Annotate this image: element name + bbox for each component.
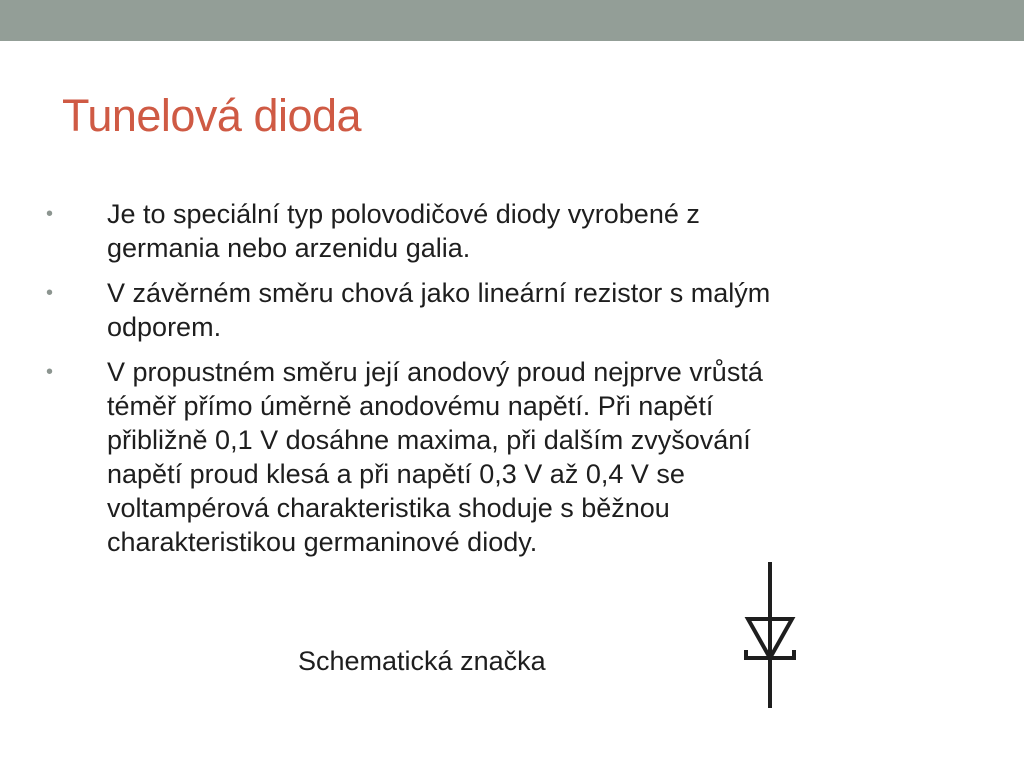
bullet-line: charakteristikou germaninové diody. (107, 527, 538, 557)
bullet-line: Je to speciální typ polovodičové diody vyrobené z (107, 199, 700, 229)
bullet-line: V propustném směru její anodový proud nejprve vrůstá (107, 357, 763, 387)
bullet-item-2 (46, 276, 976, 344)
tunnel-diode-symbol-icon (738, 562, 802, 708)
bullet-icon: • (46, 282, 54, 304)
bullet-line: odporem. (107, 312, 222, 342)
bullet-line: voltampérová charakteristika shoduje s běžnou (107, 493, 670, 523)
bullet-icon: • (46, 361, 54, 383)
bullet-list (46, 197, 976, 570)
symbol-caption: Schematická značka (298, 646, 546, 676)
top-bar (0, 0, 1024, 41)
bullet-line: téměř přímo úměrně anodovému napětí. Při napětí (107, 391, 714, 421)
bullet-item-1 (46, 197, 976, 265)
bullet-line: přibližně 0,1 V dosáhne maxima, při dalším zvyšování (107, 425, 751, 455)
bullet-line: germania nebo arzenidu galia. (107, 233, 471, 263)
bullet-line: V závěrném směru chová jako lineární rezistor s malým (107, 278, 771, 308)
slide-title: Tunelová dioda (62, 90, 362, 141)
bullet-line: napětí proud klesá a při napětí 0,3 V až 0,4 V se (107, 459, 685, 489)
bullet-icon: • (46, 203, 54, 225)
bullet-item-3 (46, 355, 976, 559)
